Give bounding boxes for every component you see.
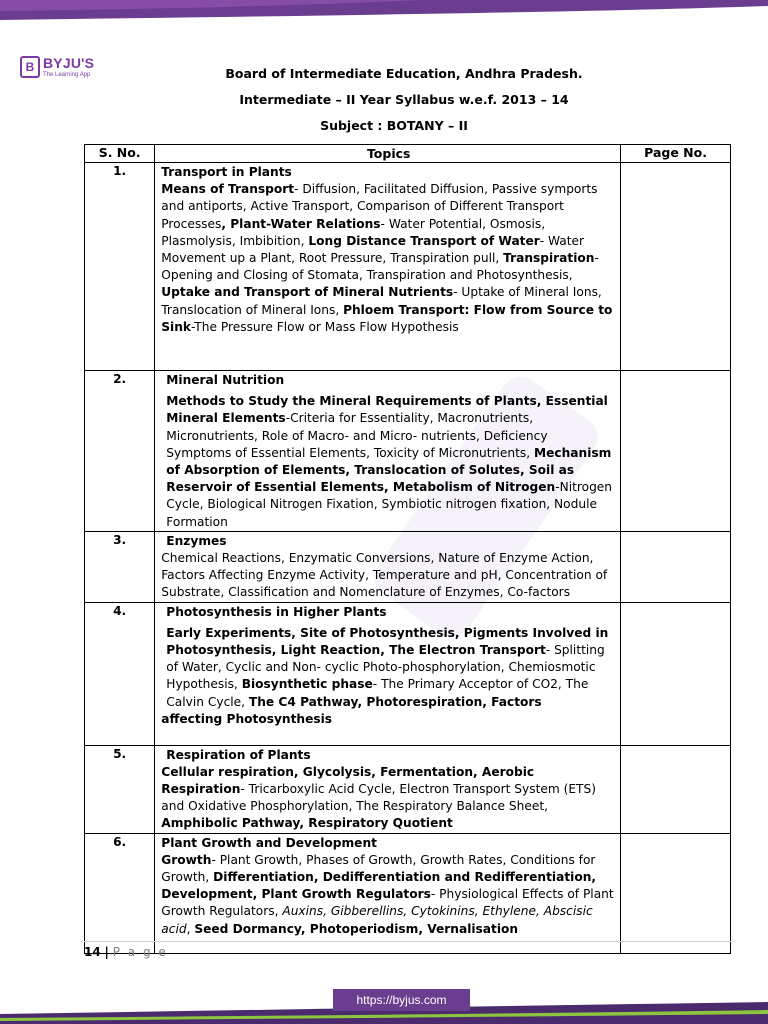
table-header-row <box>85 145 731 163</box>
row-number: 4. <box>85 602 155 745</box>
logo-mark-icon: B <box>20 56 40 78</box>
page-cell <box>621 371 731 532</box>
text-run: Chemical Reactions, Enzymatic Conversions, Nature of Enzyme Action, Factors Affecting Enzyme Activity, Temperature and pH, Concentration of Substrate, Classification and Nomenclature of Enzymes, Co-factors <box>161 551 608 600</box>
row-number: 5. <box>85 745 155 833</box>
page-number: 14 <box>84 945 101 959</box>
bold-run: Differentiation, Dedifferentiation and Redifferentiation, Development, Plant Growth Regulators <box>161 870 597 902</box>
italic-run: Auxins, Gibberellins, Cytokinins, Ethylene, Abscisic acid <box>161 904 593 936</box>
topic-cell <box>155 163 621 371</box>
page-cell <box>621 745 731 833</box>
bold-run: Mechanism of Absorption of Elements, Translocation of Solutes, Soil as Reservoir of Essential Elements, Metabolism of Nitrogen <box>166 445 612 495</box>
page-cell <box>621 602 731 745</box>
col-sno-header: S. No. <box>85 145 155 163</box>
text-run: - Splitting of Water, Cyclic and Non- cyclic Photo-phosphorylation, Chemiosmotic Hypothesis, <box>166 643 605 692</box>
text-run: -Criteria for Essentiality, Macronutrients, Micronutrients, Role of Macro- and Micro- nutrients, Deficiency Symptoms of Essential Elements, Toxicity of Micronutrients, <box>166 411 548 460</box>
topic-cell <box>155 602 621 745</box>
footer-divider <box>84 941 731 942</box>
page-separator: | <box>104 945 109 959</box>
col-page-header: Page No. <box>621 145 731 163</box>
table-row <box>85 745 731 833</box>
topic-details <box>161 393 616 531</box>
topic-cell <box>155 371 621 532</box>
text-run: , <box>186 921 195 936</box>
table-row <box>85 371 731 532</box>
topic-title: Respiration of Plants <box>166 747 311 762</box>
text-run: - Physiological Effects of Plant Growth Regulators, <box>161 887 614 919</box>
bold-run: Biosynthetic phase <box>241 677 373 692</box>
syllabus-title: Intermediate – II Year Syllabus w.e.f. 2013 – 14 <box>239 92 569 107</box>
text-run: - Uptake of Mineral Ions, Translocation of Mineral Ions, <box>161 285 602 317</box>
bold-run: Methods to Study the Mineral Requirements of Plants, Essential Mineral Elements <box>166 394 608 426</box>
page-cell <box>621 163 731 371</box>
table-row <box>85 531 731 602</box>
table-row <box>85 833 731 953</box>
text-run: - Diffusion, Facilitated Diffusion, Passive symports and antiports, Active Transport, Comparison of Different Transport Processes <box>161 182 598 231</box>
bold-run: Seed Dormancy, Photoperiodism, Vernalisation <box>194 921 519 936</box>
col-topics-header: Topics <box>155 145 621 163</box>
topic-details-tail: affecting Photosynthesis <box>161 711 333 726</box>
topic-details <box>161 181 616 336</box>
bold-run: Amphibolic Pathway, Respiratory Quotient <box>161 816 453 831</box>
board-title: Board of Intermediate Education, Andhra Pradesh. <box>225 66 583 81</box>
bold-run: Phloem Transport: Flow from Source to Sink <box>161 302 613 334</box>
topic-title: Transport in Plants <box>161 165 292 179</box>
text-run: - Plant Growth, Phases of Growth, Growth Rates, Conditions for Growth, <box>161 852 596 885</box>
topic-details <box>161 625 616 711</box>
page-footer <box>84 945 168 959</box>
bold-run: Transpiration <box>503 251 595 266</box>
text-run: - The Primary Acceptor of CO2, The Calvin Cycle, <box>166 677 589 709</box>
bold-run: The C4 Pathway, Photorespiration, Factors <box>248 694 542 709</box>
text-run: -Nitrogen Cycle, Biological Nitrogen Fixation, Symbiotic nitrogen fixation, Nodule Formation <box>166 480 613 529</box>
topic-details <box>161 550 616 602</box>
table-row <box>85 602 731 745</box>
row-number: 2. <box>85 371 155 532</box>
topic-cell <box>155 531 621 602</box>
topic-cell <box>155 745 621 833</box>
bold-run: , Plant-Water Relations <box>221 216 381 231</box>
logo-name: BYJU'S <box>43 55 95 71</box>
text-run: - Water Potential, Osmosis, Plasmolysis, Imbibition, <box>161 216 546 248</box>
bold-run: Growth <box>161 852 212 867</box>
bold-run: Cellular respiration, Glycolysis, Fermentation, Aerobic Respiration <box>161 764 535 797</box>
topic-details <box>161 764 616 833</box>
bold-run: Long Distance Transport of Water <box>308 233 540 248</box>
row-number: 6. <box>85 833 155 953</box>
text-run: - Tricarboxylic Acid Cycle, Electron Transport System (ETS) and Oxidative Phosphorylation, The Respiratory Balance Sheet, <box>161 782 596 814</box>
topic-title: Enzymes <box>166 533 227 548</box>
bold-run: Means of Transport <box>161 182 295 197</box>
bold-run: Early Experiments, Site of Photosynthesis, Pigments Involved in Photosynthesis, Light Reaction, The Electron Transport <box>166 625 609 658</box>
text-run: -The Pressure Flow or Mass Flow Hypothesis <box>191 319 459 334</box>
page-cell <box>621 531 731 602</box>
topic-details <box>161 852 616 938</box>
subject-title: Subject : BOTANY – II <box>320 118 468 133</box>
website-link[interactable]: https://byjus.com <box>333 989 470 1011</box>
topic-title: Mineral Nutrition <box>166 373 285 387</box>
row-number: 1. <box>85 163 155 371</box>
table-row <box>85 163 731 371</box>
top-purple-band <box>0 0 768 22</box>
text-run: - Opening and Closing of Stomata, Transpiration and Photosynthesis, <box>161 251 599 283</box>
logo-tagline: The Learning App <box>43 72 91 78</box>
syllabus-table <box>84 144 731 954</box>
page-cell <box>621 833 731 953</box>
bold-run: Uptake and Transport of Mineral Nutrients <box>161 285 454 300</box>
topic-title: Plant Growth and Development <box>161 835 377 850</box>
row-number: 3. <box>85 531 155 602</box>
topic-cell <box>155 833 621 953</box>
topic-title: Photosynthesis in Higher Plants <box>166 604 387 619</box>
page-word: P a g e <box>112 945 168 959</box>
text-run: - Water Movement up a Plant, Root Pressure, Transpiration pull, <box>161 233 585 266</box>
